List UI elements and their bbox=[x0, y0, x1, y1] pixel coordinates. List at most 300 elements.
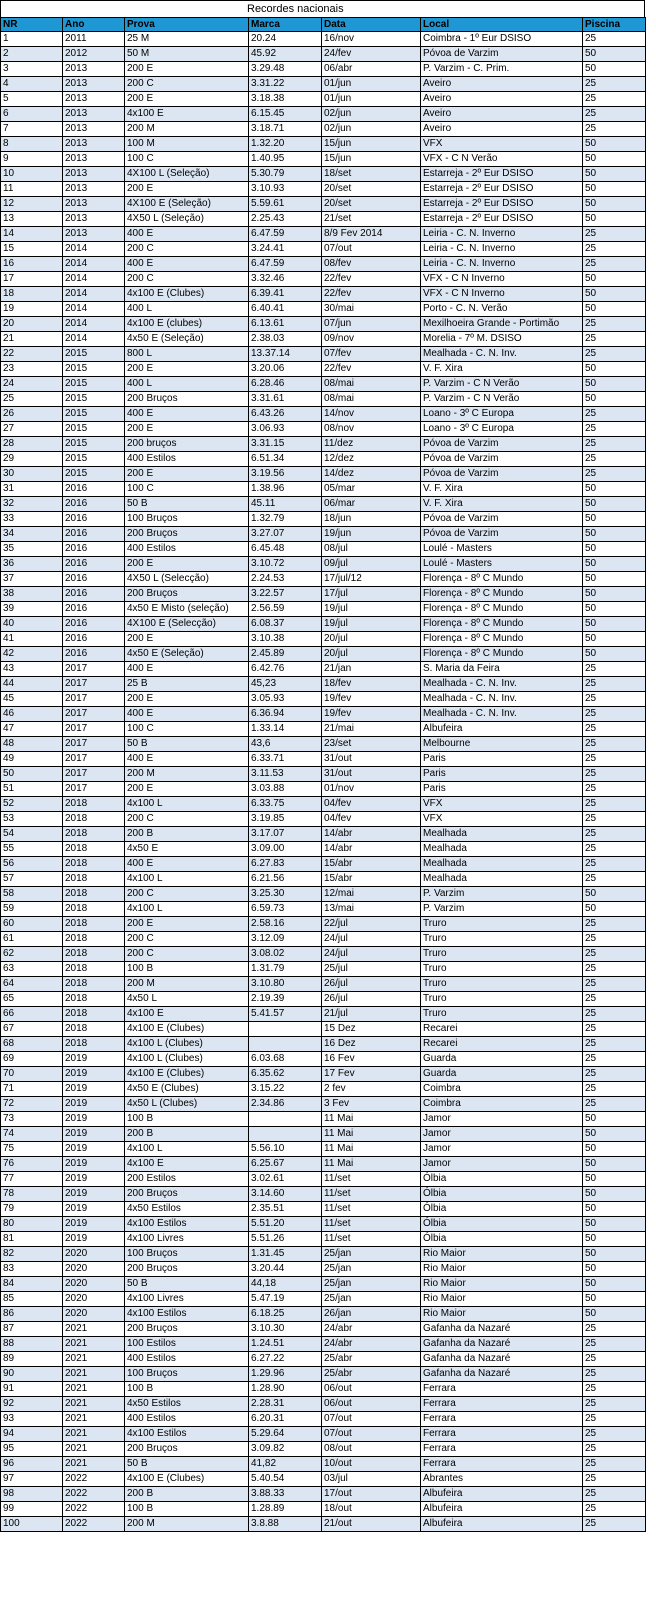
cell-local: VFX - C N Inverno bbox=[421, 287, 583, 302]
table-row bbox=[1, 1082, 646, 1097]
cell-prova: 4x100 E (Clubes) bbox=[125, 1472, 249, 1487]
cell-marca: 2.28.31 bbox=[249, 1397, 322, 1412]
cell-local: Leiria - C. N. Inverno bbox=[421, 227, 583, 242]
cell-data: 20/jul bbox=[322, 647, 421, 662]
cell-marca: 3.06.93 bbox=[249, 422, 322, 437]
cell-nr: 69 bbox=[1, 1052, 63, 1067]
cell-ano: 2016 bbox=[63, 557, 125, 572]
cell-prova: 4X100 L (Seleção) bbox=[125, 167, 249, 182]
cell-ano: 2017 bbox=[63, 677, 125, 692]
cell-local: Albufeira bbox=[421, 722, 583, 737]
cell-nr: 46 bbox=[1, 707, 63, 722]
cell-piscina: 50 bbox=[583, 1262, 646, 1277]
cell-data: 17 Fev bbox=[322, 1067, 421, 1082]
cell-nr: 33 bbox=[1, 512, 63, 527]
cell-prova: 4x50 E Misto (seleção) bbox=[125, 602, 249, 617]
cell-prova: 200 E bbox=[125, 917, 249, 932]
cell-piscina: 25 bbox=[583, 752, 646, 767]
cell-piscina: 50 bbox=[583, 392, 646, 407]
table-row bbox=[1, 1292, 646, 1307]
cell-nr: 57 bbox=[1, 872, 63, 887]
cell-data: 11/dez bbox=[322, 437, 421, 452]
cell-piscina: 25 bbox=[583, 1397, 646, 1412]
cell-prova: 400 E bbox=[125, 662, 249, 677]
cell-ano: 2022 bbox=[63, 1517, 125, 1532]
cell-data: 12/mai bbox=[322, 887, 421, 902]
table-row bbox=[1, 452, 646, 467]
table-row bbox=[1, 872, 646, 887]
cell-nr: 68 bbox=[1, 1037, 63, 1052]
cell-piscina: 25 bbox=[583, 1022, 646, 1037]
cell-piscina: 25 bbox=[583, 737, 646, 752]
cell-local: Ólbia bbox=[421, 1172, 583, 1187]
cell-marca: 1.32.20 bbox=[249, 137, 322, 152]
cell-prova: 4x100 E bbox=[125, 107, 249, 122]
cell-prova: 200 B bbox=[125, 827, 249, 842]
table-row bbox=[1, 542, 646, 557]
cell-piscina: 25 bbox=[583, 422, 646, 437]
cell-nr: 83 bbox=[1, 1262, 63, 1277]
cell-local: Estarreja - 2º Eur DSISO bbox=[421, 167, 583, 182]
cell-piscina: 50 bbox=[583, 302, 646, 317]
cell-nr: 100 bbox=[1, 1517, 63, 1532]
cell-local: VFX bbox=[421, 812, 583, 827]
cell-ano: 2016 bbox=[63, 587, 125, 602]
cell-marca: 1.31.79 bbox=[249, 962, 322, 977]
table-row bbox=[1, 287, 646, 302]
header-piscina: Piscina bbox=[583, 18, 646, 32]
table-row bbox=[1, 497, 646, 512]
cell-piscina: 25 bbox=[583, 722, 646, 737]
cell-nr: 53 bbox=[1, 812, 63, 827]
cell-prova: 200 E bbox=[125, 182, 249, 197]
cell-marca: 3.31.61 bbox=[249, 392, 322, 407]
cell-local: Guarda bbox=[421, 1067, 583, 1082]
cell-piscina: 25 bbox=[583, 1382, 646, 1397]
cell-ano: 2012 bbox=[63, 47, 125, 62]
cell-local: Loulé - Masters bbox=[421, 542, 583, 557]
cell-marca: 1.31.45 bbox=[249, 1247, 322, 1262]
cell-prova: 200 Bruços bbox=[125, 1187, 249, 1202]
table-row bbox=[1, 92, 646, 107]
cell-ano: 2016 bbox=[63, 527, 125, 542]
cell-prova: 4x50 L bbox=[125, 992, 249, 1007]
cell-nr: 24 bbox=[1, 377, 63, 392]
cell-ano: 2018 bbox=[63, 917, 125, 932]
cell-ano: 2019 bbox=[63, 1127, 125, 1142]
cell-piscina: 50 bbox=[583, 527, 646, 542]
cell-nr: 3 bbox=[1, 62, 63, 77]
cell-nr: 87 bbox=[1, 1322, 63, 1337]
cell-nr: 92 bbox=[1, 1397, 63, 1412]
cell-piscina: 50 bbox=[583, 1202, 646, 1217]
table-row bbox=[1, 212, 646, 227]
cell-ano: 2019 bbox=[63, 1082, 125, 1097]
cell-nr: 78 bbox=[1, 1187, 63, 1202]
table-row bbox=[1, 947, 646, 962]
cell-nr: 21 bbox=[1, 332, 63, 347]
cell-ano: 2014 bbox=[63, 287, 125, 302]
cell-nr: 77 bbox=[1, 1172, 63, 1187]
table-row bbox=[1, 332, 646, 347]
cell-piscina: 50 bbox=[583, 617, 646, 632]
cell-data: 07/out bbox=[322, 1412, 421, 1427]
cell-ano: 2015 bbox=[63, 362, 125, 377]
table-row bbox=[1, 1502, 646, 1517]
cell-ano: 2013 bbox=[63, 167, 125, 182]
cell-prova: 200 E bbox=[125, 62, 249, 77]
cell-nr: 45 bbox=[1, 692, 63, 707]
cell-ano: 2019 bbox=[63, 1202, 125, 1217]
cell-data: 25/abr bbox=[322, 1352, 421, 1367]
table-row bbox=[1, 812, 646, 827]
cell-nr: 98 bbox=[1, 1487, 63, 1502]
cell-marca: 20.24 bbox=[249, 32, 322, 47]
cell-nr: 64 bbox=[1, 977, 63, 992]
cell-nr: 90 bbox=[1, 1367, 63, 1382]
cell-marca: 3.10.93 bbox=[249, 182, 322, 197]
cell-local: Mealhada - C. N. Inv. bbox=[421, 677, 583, 692]
cell-local: V. F. Xira bbox=[421, 497, 583, 512]
cell-data: 25/jan bbox=[322, 1292, 421, 1307]
table-row bbox=[1, 692, 646, 707]
cell-local: Póvoa de Varzim bbox=[421, 467, 583, 482]
cell-nr: 54 bbox=[1, 827, 63, 842]
header-data: Data bbox=[322, 18, 421, 32]
cell-data: 18/set bbox=[322, 167, 421, 182]
cell-marca: 6.27.22 bbox=[249, 1352, 322, 1367]
cell-piscina: 25 bbox=[583, 1337, 646, 1352]
cell-local: Mealhada bbox=[421, 872, 583, 887]
cell-data: 25/jan bbox=[322, 1277, 421, 1292]
cell-local: Florença - 8º C Mundo bbox=[421, 572, 583, 587]
cell-ano: 2016 bbox=[63, 617, 125, 632]
cell-prova: 200 C bbox=[125, 272, 249, 287]
cell-prova: 400 E bbox=[125, 752, 249, 767]
cell-ano: 2017 bbox=[63, 662, 125, 677]
cell-piscina: 25 bbox=[583, 962, 646, 977]
cell-marca: 3.8.88 bbox=[249, 1517, 322, 1532]
cell-local: Póvoa de Varzim bbox=[421, 512, 583, 527]
cell-piscina: 25 bbox=[583, 1352, 646, 1367]
cell-piscina: 50 bbox=[583, 362, 646, 377]
cell-prova: 100 C bbox=[125, 152, 249, 167]
table-row bbox=[1, 152, 646, 167]
cell-prova: 200 M bbox=[125, 122, 249, 137]
cell-ano: 2013 bbox=[63, 197, 125, 212]
cell-ano: 2018 bbox=[63, 797, 125, 812]
cell-piscina: 25 bbox=[583, 812, 646, 827]
cell-ano: 2019 bbox=[63, 1172, 125, 1187]
cell-data: 14/abr bbox=[322, 842, 421, 857]
cell-nr: 94 bbox=[1, 1427, 63, 1442]
cell-piscina: 25 bbox=[583, 872, 646, 887]
cell-piscina: 25 bbox=[583, 317, 646, 332]
cell-marca: 1.32.79 bbox=[249, 512, 322, 527]
cell-data: 8/9 Fev 2014 bbox=[322, 227, 421, 242]
cell-piscina: 25 bbox=[583, 467, 646, 482]
cell-marca: 3.10.72 bbox=[249, 557, 322, 572]
table-row bbox=[1, 647, 646, 662]
cell-ano: 2014 bbox=[63, 242, 125, 257]
cell-nr: 91 bbox=[1, 1382, 63, 1397]
cell-piscina: 50 bbox=[583, 167, 646, 182]
cell-prova: 200 Bruços bbox=[125, 1442, 249, 1457]
cell-piscina: 25 bbox=[583, 1037, 646, 1052]
cell-prova: 25 M bbox=[125, 32, 249, 47]
cell-local: Mealhada bbox=[421, 827, 583, 842]
cell-marca: 3.18.71 bbox=[249, 122, 322, 137]
cell-marca: 6.45.48 bbox=[249, 542, 322, 557]
cell-local: Truro bbox=[421, 917, 583, 932]
cell-nr: 73 bbox=[1, 1112, 63, 1127]
cell-nr: 13 bbox=[1, 212, 63, 227]
table-row bbox=[1, 1307, 646, 1322]
cell-local: Truro bbox=[421, 932, 583, 947]
cell-piscina: 50 bbox=[583, 902, 646, 917]
cell-local: Jamor bbox=[421, 1157, 583, 1172]
cell-marca: 5.51.20 bbox=[249, 1217, 322, 1232]
cell-nr: 8 bbox=[1, 137, 63, 152]
cell-ano: 2013 bbox=[63, 137, 125, 152]
cell-marca: 3.27.07 bbox=[249, 527, 322, 542]
cell-data: 11 Mai bbox=[322, 1157, 421, 1172]
cell-ano: 2022 bbox=[63, 1487, 125, 1502]
cell-prova: 400 Estilos bbox=[125, 1412, 249, 1427]
cell-data: 17/out bbox=[322, 1487, 421, 1502]
cell-marca: 3.02.61 bbox=[249, 1172, 322, 1187]
table-row bbox=[1, 1142, 646, 1157]
cell-data: 07/fev bbox=[322, 347, 421, 362]
cell-marca: 3.08.02 bbox=[249, 947, 322, 962]
table-row bbox=[1, 272, 646, 287]
cell-prova: 400 E bbox=[125, 857, 249, 872]
cell-data: 04/fev bbox=[322, 812, 421, 827]
table-row bbox=[1, 1337, 646, 1352]
cell-data: 21/out bbox=[322, 1517, 421, 1532]
cell-marca: 3.24.41 bbox=[249, 242, 322, 257]
cell-prova: 200 C bbox=[125, 242, 249, 257]
cell-data: 09/nov bbox=[322, 332, 421, 347]
table-row bbox=[1, 1427, 646, 1442]
cell-nr: 32 bbox=[1, 497, 63, 512]
cell-marca: 6.13.61 bbox=[249, 317, 322, 332]
cell-data: 14/dez bbox=[322, 467, 421, 482]
table-row bbox=[1, 842, 646, 857]
cell-local: Leiria - C. N. Inverno bbox=[421, 257, 583, 272]
cell-marca: 3.14.60 bbox=[249, 1187, 322, 1202]
cell-prova: 50 B bbox=[125, 1277, 249, 1292]
cell-nr: 5 bbox=[1, 92, 63, 107]
cell-ano: 2013 bbox=[63, 92, 125, 107]
cell-local: Albufeira bbox=[421, 1487, 583, 1502]
cell-ano: 2018 bbox=[63, 827, 125, 842]
cell-marca: 3.25.30 bbox=[249, 887, 322, 902]
cell-local: Gafanha da Nazaré bbox=[421, 1352, 583, 1367]
cell-prova: 800 L bbox=[125, 347, 249, 362]
cell-piscina: 50 bbox=[583, 1142, 646, 1157]
cell-local: Loulé - Masters bbox=[421, 557, 583, 572]
table-row bbox=[1, 512, 646, 527]
cell-marca: 1.24.51 bbox=[249, 1337, 322, 1352]
sheet-title-text: Recordes nacionais bbox=[247, 3, 344, 15]
cell-data: 18/out bbox=[322, 1502, 421, 1517]
cell-piscina: 50 bbox=[583, 557, 646, 572]
cell-nr: 65 bbox=[1, 992, 63, 1007]
cell-ano: 2016 bbox=[63, 632, 125, 647]
cell-nr: 23 bbox=[1, 362, 63, 377]
table-row bbox=[1, 407, 646, 422]
cell-local: Recarei bbox=[421, 1022, 583, 1037]
table-row bbox=[1, 767, 646, 782]
cell-marca bbox=[249, 1127, 322, 1142]
cell-prova: 4X100 E (Seleção) bbox=[125, 197, 249, 212]
table-row bbox=[1, 1202, 646, 1217]
cell-local: P. Varzim - C N Verão bbox=[421, 377, 583, 392]
cell-piscina: 50 bbox=[583, 1217, 646, 1232]
cell-prova: 4x100 Livres bbox=[125, 1292, 249, 1307]
cell-nr: 42 bbox=[1, 647, 63, 662]
cell-marca: 6.21.56 bbox=[249, 872, 322, 887]
cell-ano: 2018 bbox=[63, 962, 125, 977]
cell-data: 21/set bbox=[322, 212, 421, 227]
cell-ano: 2021 bbox=[63, 1412, 125, 1427]
cell-marca: 3.12.09 bbox=[249, 932, 322, 947]
cell-nr: 93 bbox=[1, 1412, 63, 1427]
cell-prova: 200 M bbox=[125, 767, 249, 782]
cell-prova: 4x100 Estilos bbox=[125, 1427, 249, 1442]
cell-ano: 2022 bbox=[63, 1502, 125, 1517]
table-row bbox=[1, 557, 646, 572]
cell-marca: 3.03.88 bbox=[249, 782, 322, 797]
cell-data: 20/jul bbox=[322, 632, 421, 647]
table-row bbox=[1, 1472, 646, 1487]
cell-marca: 6.36.94 bbox=[249, 707, 322, 722]
cell-local: P. Varzim - C N Verão bbox=[421, 392, 583, 407]
cell-local: Ólbia bbox=[421, 1202, 583, 1217]
cell-data: 2 fev bbox=[322, 1082, 421, 1097]
table-row bbox=[1, 1277, 646, 1292]
cell-ano: 2016 bbox=[63, 512, 125, 527]
cell-prova: 50 B bbox=[125, 497, 249, 512]
cell-marca: 3.19.85 bbox=[249, 812, 322, 827]
cell-local: Abrantes bbox=[421, 1472, 583, 1487]
cell-local: Florença - 8º C Mundo bbox=[421, 632, 583, 647]
cell-marca: 6.18.25 bbox=[249, 1307, 322, 1322]
cell-prova: 200 bruços bbox=[125, 437, 249, 452]
cell-prova: 4X50 L (Selecção) bbox=[125, 572, 249, 587]
cell-marca: 3.10.30 bbox=[249, 1322, 322, 1337]
cell-marca: 1.29.96 bbox=[249, 1367, 322, 1382]
cell-data: 09/jul bbox=[322, 557, 421, 572]
cell-nr: 97 bbox=[1, 1472, 63, 1487]
cell-ano: 2021 bbox=[63, 1457, 125, 1472]
table-row bbox=[1, 1397, 646, 1412]
cell-data: 24/jul bbox=[322, 947, 421, 962]
cell-nr: 18 bbox=[1, 287, 63, 302]
cell-prova: 400 Estilos bbox=[125, 452, 249, 467]
cell-data: 18/fev bbox=[322, 677, 421, 692]
table-row bbox=[1, 1232, 646, 1247]
cell-piscina: 50 bbox=[583, 1127, 646, 1142]
cell-prova: 200 E bbox=[125, 92, 249, 107]
cell-local: Coimbra bbox=[421, 1082, 583, 1097]
cell-piscina: 50 bbox=[583, 272, 646, 287]
cell-data: 26/jul bbox=[322, 992, 421, 1007]
cell-data: 31/out bbox=[322, 752, 421, 767]
table-row bbox=[1, 677, 646, 692]
cell-prova: 50 B bbox=[125, 1457, 249, 1472]
cell-local: Gafanha da Nazaré bbox=[421, 1337, 583, 1352]
table-row bbox=[1, 797, 646, 812]
table-row bbox=[1, 1187, 646, 1202]
cell-local: Paris bbox=[421, 767, 583, 782]
cell-data: 25/jan bbox=[322, 1262, 421, 1277]
cell-marca: 44,18 bbox=[249, 1277, 322, 1292]
cell-nr: 31 bbox=[1, 482, 63, 497]
cell-local: VFX bbox=[421, 797, 583, 812]
cell-nr: 29 bbox=[1, 452, 63, 467]
cell-local: Loano - 3º C Europa bbox=[421, 422, 583, 437]
table-row bbox=[1, 737, 646, 752]
table-row bbox=[1, 662, 646, 677]
cell-piscina: 25 bbox=[583, 677, 646, 692]
table-row bbox=[1, 1247, 646, 1262]
cell-ano: 2015 bbox=[63, 392, 125, 407]
cell-piscina: 50 bbox=[583, 1292, 646, 1307]
cell-nr: 96 bbox=[1, 1457, 63, 1472]
cell-nr: 44 bbox=[1, 677, 63, 692]
cell-piscina: 25 bbox=[583, 767, 646, 782]
cell-ano: 2018 bbox=[63, 812, 125, 827]
cell-ano: 2013 bbox=[63, 152, 125, 167]
cell-prova: 100 B bbox=[125, 1382, 249, 1397]
cell-piscina: 25 bbox=[583, 1322, 646, 1337]
cell-local: Recarei bbox=[421, 1037, 583, 1052]
cell-piscina: 50 bbox=[583, 1112, 646, 1127]
table-row bbox=[1, 1412, 646, 1427]
table-row bbox=[1, 1262, 646, 1277]
cell-ano: 2018 bbox=[63, 887, 125, 902]
cell-marca: 13.37.14 bbox=[249, 347, 322, 362]
cell-local: Ferrara bbox=[421, 1427, 583, 1442]
cell-local: Coimbra - 1º Eur DSISO bbox=[421, 32, 583, 47]
cell-piscina: 25 bbox=[583, 92, 646, 107]
cell-ano: 2019 bbox=[63, 1217, 125, 1232]
cell-piscina: 25 bbox=[583, 1052, 646, 1067]
cell-marca: 6.03.68 bbox=[249, 1052, 322, 1067]
cell-ano: 2017 bbox=[63, 767, 125, 782]
cell-marca: 3.10.38 bbox=[249, 632, 322, 647]
cell-nr: 56 bbox=[1, 857, 63, 872]
cell-piscina: 50 bbox=[583, 1277, 646, 1292]
cell-ano: 2019 bbox=[63, 1157, 125, 1172]
cell-piscina: 50 bbox=[583, 137, 646, 152]
cell-ano: 2022 bbox=[63, 1472, 125, 1487]
cell-nr: 12 bbox=[1, 197, 63, 212]
cell-marca: 6.43.26 bbox=[249, 407, 322, 422]
table-row bbox=[1, 422, 646, 437]
cell-marca: 2.56.59 bbox=[249, 602, 322, 617]
cell-data: 21/jul bbox=[322, 1007, 421, 1022]
cell-prova: 200 E bbox=[125, 467, 249, 482]
cell-data: 07/out bbox=[322, 1427, 421, 1442]
table-row bbox=[1, 782, 646, 797]
cell-piscina: 50 bbox=[583, 152, 646, 167]
cell-ano: 2015 bbox=[63, 377, 125, 392]
table-row bbox=[1, 932, 646, 947]
cell-prova: 200 E bbox=[125, 692, 249, 707]
